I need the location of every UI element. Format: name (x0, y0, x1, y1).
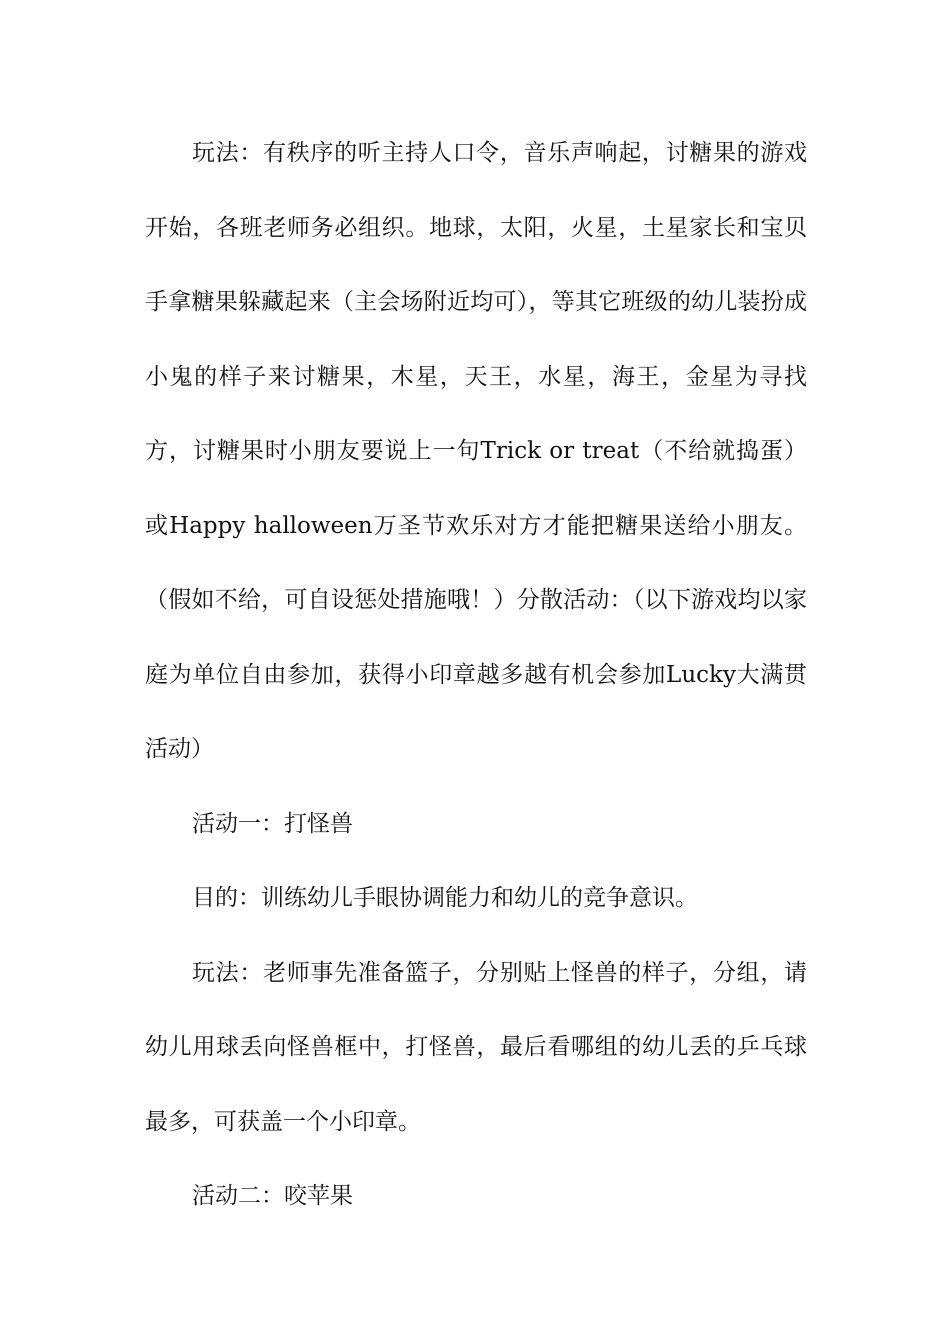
paragraph-activity-one-title: 活动一：打怪兽 (192, 810, 353, 837)
paragraph-gameplay-rules: 玩法：有秩序的听主持人口令，音乐声响起，讨糖果的游戏开始，各班老师务必组织。地球，太阳，火星，土星家长和宝贝手拿糖果躲藏起来（主会场附近均可），等其它班级的幼儿装扮成小鬼的样子来讨糖果，木星，天王，水星，海王，金星为寻找方，讨糖果时小朋友要说上一句Trick or treat（不给就捣蛋）或Happy halloween万圣节欢乐对方才能把糖果送给小朋友。（假如不给，可自设惩处措施哦！）分散活动：（以下游戏均以家庭为单位自由参加，获得小印章越多越有机会参加Lucky大满贯活动） (145, 140, 807, 762)
paragraph-activity-one-purpose: 目的：训练幼儿手眼协调能力和幼儿的竞争意识。 (192, 885, 698, 911)
document-body (145, 116, 807, 1234)
paragraph-activity-two-title: 活动二：咬苹果 (192, 1183, 353, 1209)
paragraph-activity-one-gameplay: 玩法：老师事先准备篮子，分别贴上怪兽的样子，分组，请幼儿用球丢向怪兽框中，打怪兽，最后看哪组的幼儿丢的乒乓球最多，可获盖一个小印章。 (145, 959, 807, 1135)
